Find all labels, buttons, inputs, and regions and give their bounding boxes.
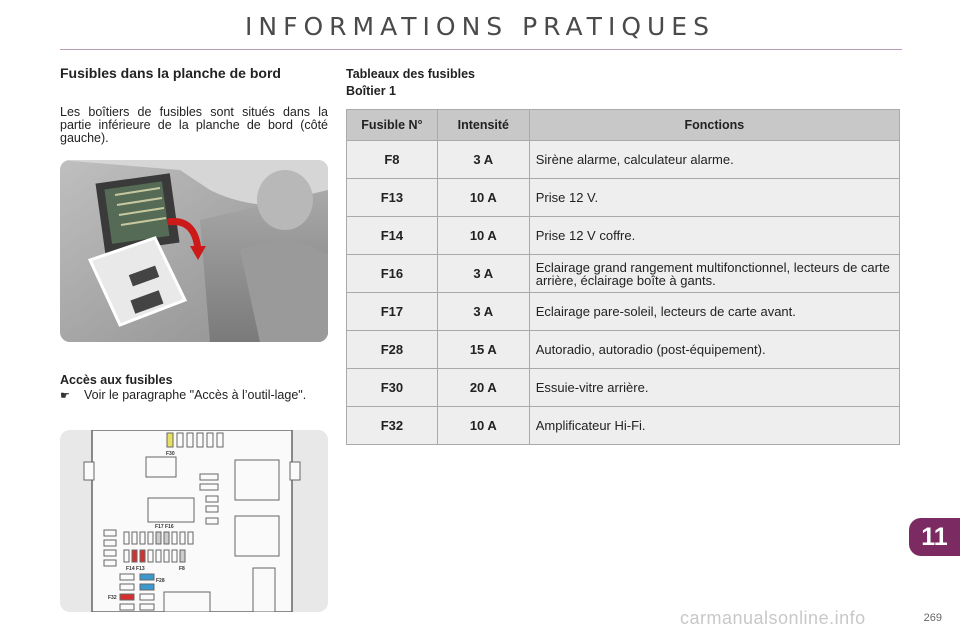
fuse-function: Autoradio, autoradio (post-équipement). [529, 331, 899, 369]
label-f14-f13: F14 F13 [126, 566, 145, 572]
fuse-intensity: 10 A [437, 179, 529, 217]
table-row [347, 369, 900, 407]
table-row [347, 293, 900, 331]
fuse-number: F13 [347, 179, 438, 217]
intro-paragraph: Les boîtiers de fusibles sont situés dans la partie inférieure de la planche de bord (côté gauche). [60, 105, 328, 145]
table-row [347, 179, 900, 217]
fuse-number: F8 [347, 141, 438, 179]
fuse-intensity: 10 A [437, 407, 529, 445]
access-title: Accès aux fusibles [60, 373, 173, 387]
table-row [347, 331, 900, 369]
dashboard-fusebox-photo [60, 160, 328, 342]
label-f8: F8 [179, 566, 185, 572]
table-row [347, 255, 900, 293]
chapter-number: 11 [921, 523, 948, 551]
access-instruction [60, 389, 328, 402]
fuse-table [346, 109, 900, 445]
fuse-intensity: 3 A [437, 293, 529, 331]
access-text: Voir le paragraphe "Accès à l’outil-lage". [84, 388, 307, 402]
tables-title: Tableaux des fusibles [346, 67, 475, 81]
fuse-intensity: 20 A [437, 369, 529, 407]
fuse-number: F30 [347, 369, 438, 407]
page-header-title: INFORMATIONS PRATIQUES [245, 12, 715, 41]
table-row [347, 141, 900, 179]
fuse-function: Prise 12 V coffre. [529, 217, 899, 255]
fuse-function: Essuie-vitre arrière. [529, 369, 899, 407]
watermark-text: carmanualsonline.info [680, 608, 866, 628]
table-row [347, 407, 900, 445]
page-number: 269 [923, 612, 942, 624]
header-divider [60, 49, 902, 50]
fusebox-diagram [60, 430, 328, 612]
fuse-intensity: 15 A [437, 331, 529, 369]
label-f28: F28 [156, 578, 165, 584]
fuse-number: F17 [347, 293, 438, 331]
label-f30: F30 [166, 451, 175, 457]
fuse-number: F32 [347, 407, 438, 445]
fuse-intensity: 10 A [437, 217, 529, 255]
fuse-number: F16 [347, 255, 438, 293]
pointing-hand-icon: ☛ [60, 390, 70, 402]
fuse-intensity: 3 A [437, 141, 529, 179]
fusebox-photo-illustration [60, 160, 328, 342]
fuse-function: Eclairage pare-soleil, lecteurs de carte avant. [529, 293, 899, 331]
column-header-functions: Fonctions [529, 110, 899, 141]
fusebox-diagram-drawing [60, 430, 328, 612]
fuse-function: Sirène alarme, calculateur alarme. [529, 141, 899, 179]
table-row [347, 217, 900, 255]
box-title: Boîtier 1 [346, 84, 397, 98]
fuse-function: Amplificateur Hi-Fi. [529, 407, 899, 445]
column-header-fuse: Fusible N° [347, 110, 438, 141]
fuse-intensity: 3 A [437, 255, 529, 293]
label-f17-f16: F17 F16 [155, 524, 174, 530]
fuse-function: Eclairage grand rangement multifonctionnel, lecteurs de carte arrière, éclairage boîte à gants. [529, 255, 899, 293]
fuse-function: Prise 12 V. [529, 179, 899, 217]
column-header-intensity: Intensité [437, 110, 529, 141]
fuse-number: F28 [347, 331, 438, 369]
fuse-table-header [347, 110, 900, 141]
label-f32: F32 [108, 595, 117, 601]
section-title: Fusibles dans la planche de bord [60, 65, 281, 81]
fuse-number: F14 [347, 217, 438, 255]
